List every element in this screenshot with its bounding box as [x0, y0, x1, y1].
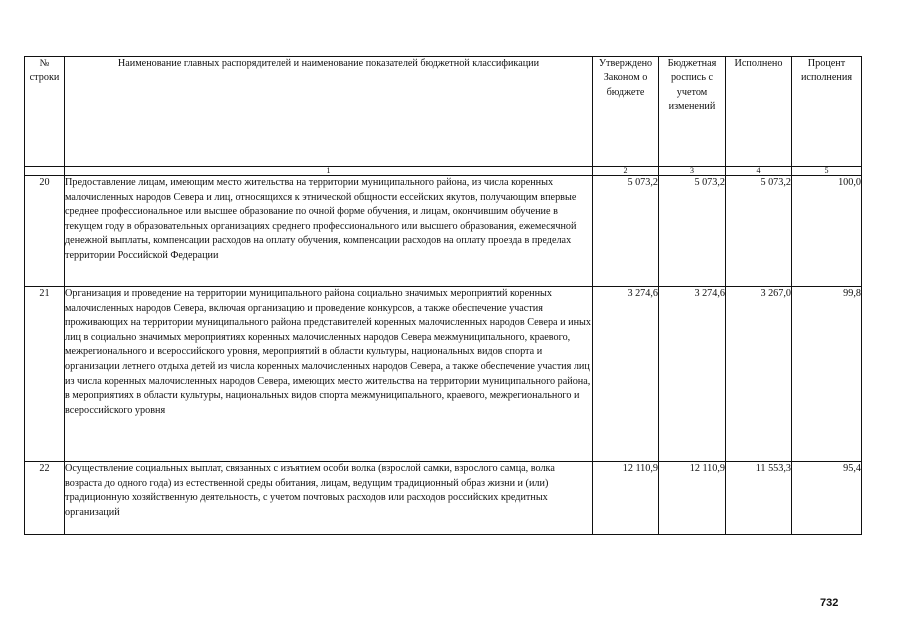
column-number-row	[25, 167, 862, 176]
row-number: 20	[25, 176, 65, 287]
row-description: Предоставление лицам, имеющим место жительства на территории муниципального района, из числа коренных малочисленных народов Севера и лиц, относящихся к этнической общности ессейских якутов, получающим впервые среднее профессиональное или высшее образование по очной форме обучения, и лицам, окончившим обучение в текущем году в образовательных организациях среднего профессионального или высшего образования, ежемесячной денежной выплаты, компенсации расходов на оплату обучения, компенсации расходов на оплату проезда в пределах территории Российской Федерации	[65, 176, 593, 287]
table-row	[25, 462, 862, 535]
executed-value: 5 073,2	[726, 176, 792, 287]
executed-value: 11 553,3	[726, 462, 792, 535]
approved-value: 3 274,6	[593, 287, 659, 462]
header-budget-list: Бюджетная роспись с учетом изменений	[659, 57, 726, 167]
percent-value: 95,4	[792, 462, 862, 535]
column-number: 5	[792, 167, 862, 176]
approved-value: 5 073,2	[593, 176, 659, 287]
header-name: Наименование главных распорядителей и наименование показателей бюджетной классификации	[65, 57, 593, 167]
column-number	[25, 167, 65, 176]
column-number: 1	[65, 167, 593, 176]
budget-list-value: 12 110,9	[659, 462, 726, 535]
budget-execution-table	[24, 56, 862, 535]
column-number: 4	[726, 167, 792, 176]
percent-value: 100,0	[792, 176, 862, 287]
table-header-row	[25, 57, 862, 167]
budget-list-value: 3 274,6	[659, 287, 726, 462]
budget-list-value: 5 073,2	[659, 176, 726, 287]
column-number: 3	[659, 167, 726, 176]
executed-value: 3 267,0	[726, 287, 792, 462]
table-row	[25, 287, 862, 462]
column-number: 2	[593, 167, 659, 176]
percent-value: 99,8	[792, 287, 862, 462]
row-description: Организация и проведение на территории муниципального района социально значимых мероприятий коренных малочисленных народов Севера, включая организацию и проведение конкурсов, а также обеспечение участия проживающих на территории муниципального района представителей коренных малочисленных народов Севера и иных лиц в социально значимых мероприятиях коренных малочисленных народов Севера межмуниципального, краевого, межрегионального и всероссийского уровня, мероприятий в области культуры, национальных видов спорта и организации летнего отдыха детей из числа коренных малочисленных народов Севера, а также обеспечение участия лиц из числа коренных малочисленных народов Севера, имеющих место жительства на территории муниципального района, в мероприятиях в области культуры, национальных видов спорта межмуниципального, краевого, межрегионального и всероссийского уровня	[65, 287, 593, 462]
row-number: 22	[25, 462, 65, 535]
row-number: 21	[25, 287, 65, 462]
header-percent: Процент исполнения	[792, 57, 862, 167]
header-approved: Утверждено Законом о бюджете	[593, 57, 659, 167]
page-number: 732	[820, 597, 839, 609]
row-description: Осуществление социальных выплат, связанных с изъятием особи волка (взрослой самки, взрослого самца, волка возраста до одного года) из естественной среды обитания, лицам, ведущим традиционный образ жизни и (или) традиционную хозяйственную деятельность, с учетом почтовых расходов или расходов российских кредитных организаций	[65, 462, 593, 535]
header-executed: Исполнено	[726, 57, 792, 167]
approved-value: 12 110,9	[593, 462, 659, 535]
table-row	[25, 176, 862, 287]
header-row-number: № строки	[25, 57, 65, 167]
